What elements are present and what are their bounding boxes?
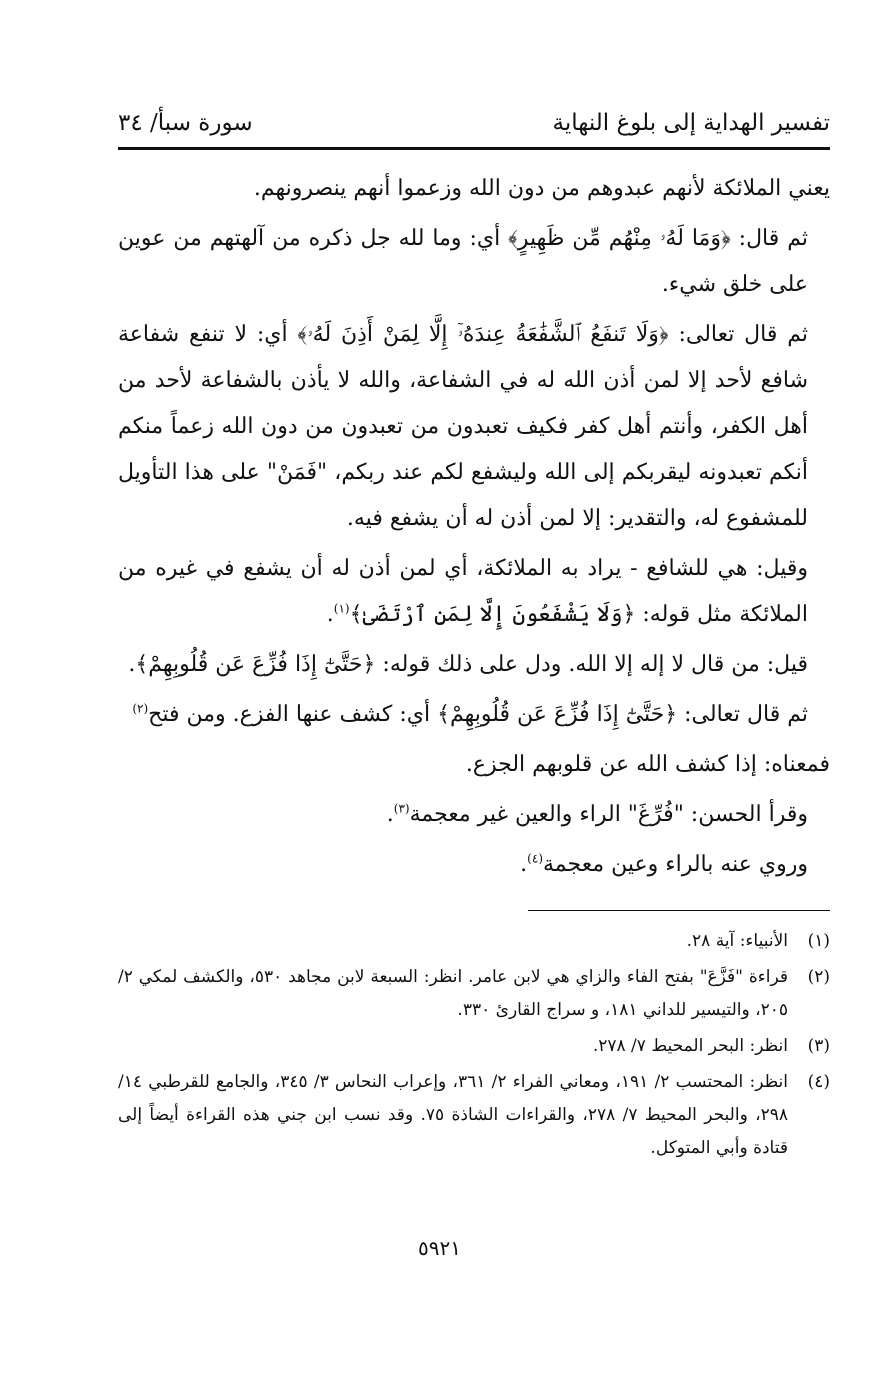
footnote [118, 1030, 830, 1063]
footnote-ref-4[interactable]: (٤) [527, 851, 543, 866]
quran-verse: ﴿وَلَا تَنفَعُ ٱلشَّفَٰعَةُ عِندَهُۥٓ إِلَّا لِمَنْ أَذِنَ لَهُۥ﴾ [297, 322, 669, 347]
paragraph-3-text: أي: لا تنفع شفاعة شافع لأحد إلا لمن أذن الله له في الشفاعة، والله لا يأذن بالشفاعة لأحد من أهل الكفر، وأنتم أهل كفر فكيف تعبدون من تعبدون من دون الله زعماً منكم أنكم تعبدونه ليقربكم إلى الله وليشفع لكم عند ربكم، "فَمَنْ" على هذا التأويل للمشفوع له، والتقدير: إلا لمن أذن له أن يشفع فيه. [118, 322, 808, 531]
paragraph-3-lead: ثم قال تعالى: [668, 322, 808, 347]
paragraph-6-text: أي: كشف عنها الفزع. ومن فتح [148, 702, 438, 727]
book-title: تفسير الهداية إلى بلوغ النهاية [552, 110, 830, 136]
paragraph-5-end: . [128, 652, 136, 677]
paragraph-7-text: فمعناه: إذا كشف الله عن قلوبهم الجزع. [465, 752, 830, 777]
paragraph-1-text: يعني الملائكة لأنهم عبدوهم من دون الله وزعموا أنهم ينصرونهم. [253, 176, 830, 201]
quran-verse: ﴿حَتَّىٰٓ إِذَا فُزِّعَ عَن قُلُوبِهِمْ﴾ [437, 702, 678, 727]
paragraph-8-text: وقرأ الحسن: "فُرِّغَ" الراء والعين غير معجمة [409, 802, 808, 827]
paragraph-6 [118, 692, 830, 738]
page-number: ٥٩٢١ [418, 1236, 461, 1260]
footnote-separator [528, 910, 830, 911]
paragraph-5 [118, 642, 830, 688]
footnote-ref-2[interactable]: (٢) [132, 701, 149, 716]
paragraph-9-end: . [520, 852, 528, 877]
paragraph-4 [118, 546, 830, 638]
paragraph-5-lead: قيل: من قال لا إله إلا الله. ودل على ذلك قوله: [375, 652, 808, 677]
paragraph-8 [118, 792, 830, 838]
footnote-ref-3[interactable]: (٣) [393, 801, 410, 816]
header-rule [118, 147, 830, 150]
paragraph-1 [118, 166, 830, 212]
footnote-text: قراءة "فَزَّعَ" بفتح الفاء والزاي هي لابن عامر. انظر: السبعة لابن مجاهد ٥٣٠، والكشف لمكي ٢/ ٢٠٥، والتيسير للداني ١٨١، و سراج القارئ ٣٣٠. [118, 967, 788, 1020]
paragraph-9 [118, 842, 830, 888]
footnote [118, 1066, 830, 1165]
quran-verse: ﴿وَمَا لَهُۥ مِنْهُم مِّن ظَهِيرٍ﴾ [508, 226, 731, 251]
paragraph-3 [118, 312, 830, 542]
paragraph-8-end: . [386, 802, 394, 827]
running-header [118, 100, 830, 146]
quran-verse: ﴿حَتَّىٰٓ إِذَا فُزِّعَ عَن قُلُوبِهِمْ﴾ [135, 652, 376, 677]
footnote-ref-1[interactable]: (١) [333, 601, 350, 616]
footnote-text: انظر: البحر المحيط ٧/ ٢٧٨. [592, 1036, 788, 1056]
quran-verse: ﴿وَلَا يَشْفَعُونَ إِلَّا لِمَنِ ٱرْتَضَىٰ﴾ [349, 602, 636, 627]
paragraph-4-lead: وقيل: هي للشافع - يراد به الملائكة، أي لمن أذن له أن يشفع في غيره من الملائكة مثل قوله: [118, 556, 808, 627]
footnote [118, 925, 830, 958]
footnote-text: انظر: المحتسب ٢/ ١٩١، ومعاني الفراء ٢/ ٣٦١، وإعراب النحاس ٣/ ٣٤٥، والجامع للقرطبي ١٤/ ٢٩٨، والبحر المحيط ٧/ ٢٧٨، والقراءات الشاذة ٧٥. وقد نسب ابن جني هذه القراءة أيضاً إلى قتادة وأبي المتوكل. [118, 1072, 789, 1158]
paragraph-2-text: أي: وما لله جل ذكره من آلهتهم من عوين على خلق شيء. [118, 226, 808, 297]
paragraph-2-lead: ثم قال: [730, 226, 808, 251]
footnotes [118, 925, 830, 1168]
surah-label: سورة سبأ/ ٣٤ [118, 110, 253, 136]
paragraph-7 [118, 742, 830, 788]
paragraph-4-end: . [326, 602, 334, 627]
footnote-text: الأنبياء: آية ٢٨. [686, 931, 788, 951]
footnote-number: (٣) [807, 1036, 830, 1056]
paragraph-2 [118, 216, 830, 308]
paragraph-9-text: وروي عنه بالراء وعين معجمة [543, 852, 808, 877]
footnote [118, 961, 830, 1027]
footnote-number: (١) [807, 931, 830, 951]
main-text [118, 166, 830, 892]
footnote-number: (٤) [807, 1072, 830, 1092]
footnote-number: (٢) [807, 967, 830, 987]
paragraph-6-lead: ثم قال تعالى: [677, 702, 808, 727]
